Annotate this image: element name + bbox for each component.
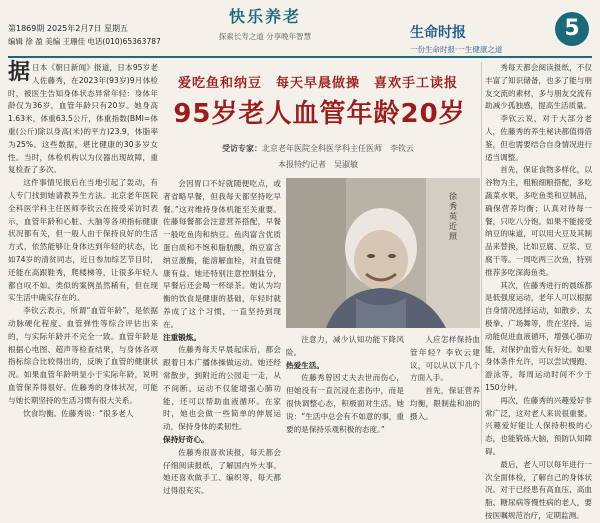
- paragraph: 会因胃口不好就随便吃点，或者省略早餐，但我每天都坚持吃早餐。”这对维持身体机能至关重要。佐藤每餐都会注意营养搭配，早餐一般吃鱼肉和纳豆。鱼肉富含优质蛋白质和不饱和脂肪酸，纳豆富含纳豆激酶，能溶解血栓，对血管健康有益。她还特别注意控制盐分，早餐后还会喝一杯绿茶。她认为均衡的饮食是健康的基础，年轻时就养成了这个习惯，一直坚持到现在。: [163, 179, 281, 329]
- page-number-badge: 5: [555, 12, 589, 46]
- issue-info: [8, 22, 161, 48]
- paragraph: 再次，佐藤秀的兴趣爱好非常广泛，这对老人来说很重要。兴趣爱好能让人保持积极的心态，也能锻炼大脑，预防认知障碍。: [485, 395, 592, 456]
- lead-paragraph: [8, 62, 158, 177]
- subheading: 注重锻炼。: [163, 332, 201, 342]
- reporter-line: 本报特约记者 吴淑敏: [278, 160, 358, 169]
- section-title: 快乐养老: [228, 7, 301, 26]
- paragraph: 首先，保证营养均衡，限制盐和油的摄入。: [410, 386, 480, 421]
- paragraph: 佐藤秀曾因丈夫去世而伤心，但她没有一直沉浸在悲伤中，而是很快调整心态，积极面对生活。她说：“生活中总会有不如意的事，重要的是保持乐观积极的态度。”: [286, 373, 404, 434]
- expert-name: 北京老年医院全科医学科主任医师 李钦云: [262, 144, 414, 153]
- paragraph: 李钦云表示，所谓“血管年龄”，是依据动脉硬化程度、血管弹性等综合评估出来的，与实际年龄并不完全一致。血管年龄是根据心电图、超声等检查结果，与身体各项指标综合比较得出的，反映了血管的健康状况。如果血管年龄明显小于实际年龄，说明血管保养得很好。佐藤秀的身体状况，可能与她长期坚持的生活习惯有很大关系。: [8, 306, 158, 405]
- editors-line: 编辑 徐 盈 美编 王珊佳 电话(010)65363787: [8, 37, 161, 46]
- column-b: [163, 178, 281, 496]
- paragraph: 秀每天都会阅读报纸，不仅丰富了知识储备，也多了能与朋友交流的素材，多与朋友交流有助减少孤独感，提高生活质量。: [485, 63, 592, 111]
- paragraph: 首先，保证食物多样化，以谷物为主，粗粮细粮搭配，多吃蔬菜水果，多吃鱼类和豆制品，确保营养均衡；认真对待每一餐，只吃八分饱。如果不能接受纳豆的味道，可以用大豆及其制品来替换，比如豆腐、豆浆、豆腐干等。一周吃两三次鱼，特别推荐多吃深海鱼类。: [485, 165, 592, 277]
- paragraph: 最后，老人可以每年进行一次全面体检，了解自己的身体状况。对于已经患有高血压、高血脂、糖尿病等慢性病的老人，要按医嘱规范治疗，定期监测。: [485, 459, 592, 520]
- lead-text: 日本《朝日新闻》报道，日本95岁老人佐藤秀，在2023年(93岁)9月体检时，被医生告知身体状态异常年轻：身体年龄仅为36岁，血管年龄只有20岁。她身高1.63米，体重63.5公斤，体重指数(BMI=体重(公斤)除以身高(米)的平方)23.9，体脂率为25%。这些数据，堪比健康的30多岁女性。当时，体检机构以为仪器出现故障，重复检查了多次。: [8, 63, 158, 175]
- expert-label: 受访专家：: [222, 144, 262, 153]
- paragraph: 佐藤秀很喜欢读报，每天都会仔细阅读报纸，了解国内外大事。她还喜欢做手工、编织等，每天都过得很充实。: [163, 447, 281, 496]
- article-kicker: 爱吃鱼和纳豆 每天早晨做操 喜欢手工读报: [177, 76, 458, 91]
- section-title-block: [205, 4, 325, 54]
- column-divider: [481, 62, 482, 444]
- brand-logo: 生命时报: [410, 25, 466, 41]
- column-e: [485, 62, 592, 520]
- subheading: 保持好奇心。: [163, 434, 209, 444]
- section-slogan: 探索长寿之道 分享晚年智慧: [218, 32, 312, 41]
- paragraph: 饮食均衡。佐藤秀说：“很多老人: [23, 408, 134, 418]
- header-rule: [8, 56, 592, 58]
- brand-slogan: 一份生命时报·一生健康之道: [410, 45, 503, 54]
- dropcap: 据: [8, 60, 31, 85]
- column-d: [410, 334, 480, 444]
- paragraph: 佐藤秀每天早晨起床后，都会跟着日本广播体操做运动。她还经常散步，到附近的公园走一走，从不间断。运动不仅能增强心肺功能，还可以帮助血液循环。在家时，她也会做一些简单的伸展运动，保持身体的柔韧性。: [163, 345, 281, 432]
- photo-caption: 徐秀英近照: [449, 192, 457, 241]
- column-a: [8, 62, 158, 444]
- paragraph: 人应怎样保持血管年轻？李钦云建议，可以从以下几个方面入手。: [410, 335, 480, 383]
- issue-line: 第1869期 2025年2月7日 星期五: [8, 24, 128, 33]
- brand-block: [410, 22, 520, 52]
- column-c: [286, 334, 404, 444]
- paragraph: 这件事情见报后在当地引起了轰动，有人专门找到她请教养生方法。北京老年医院全科医学科主任医师李钦云在接受采访时表示，血管年龄和心脏、大脑等各项指标健康状况都有关，但一般人由于保持良好的生活方式，依然能够让身体达到年轻的状态，比如74岁的清贫同志，近日参加综艺节目时，还能在高跟鞋秀，爬楼梯等，让很多年轻人都自叹不如。类似的案例虽然稀有，但在现实生活中确实存在的。: [8, 178, 158, 303]
- page-header: [0, 0, 600, 58]
- paragraph: 李钦云说，对于大部分老人，佐藤秀的养生秘诀都值得借鉴，但也需要结合自身情况进行适当调整。: [485, 114, 592, 162]
- paragraph: 其次，佐藤秀进行的晨练都是低强度运动，老年人可以根据自身情况选择运动，如散步、太极拳、广场舞等，贵在坚持。运动能促进血液循环，增强心肺功能，对保护血管大有好处。如果身体条件允许，可以尝试慢跑、游泳等，每周运动时间不少于150分钟。: [485, 280, 592, 392]
- subheading: 热爱生活。: [286, 360, 324, 370]
- expert-line: [168, 143, 468, 154]
- paragraph: 注意力，减少认知功能下降风险。: [286, 335, 404, 357]
- article-headline: 95岁老人血管年龄20岁: [173, 99, 466, 129]
